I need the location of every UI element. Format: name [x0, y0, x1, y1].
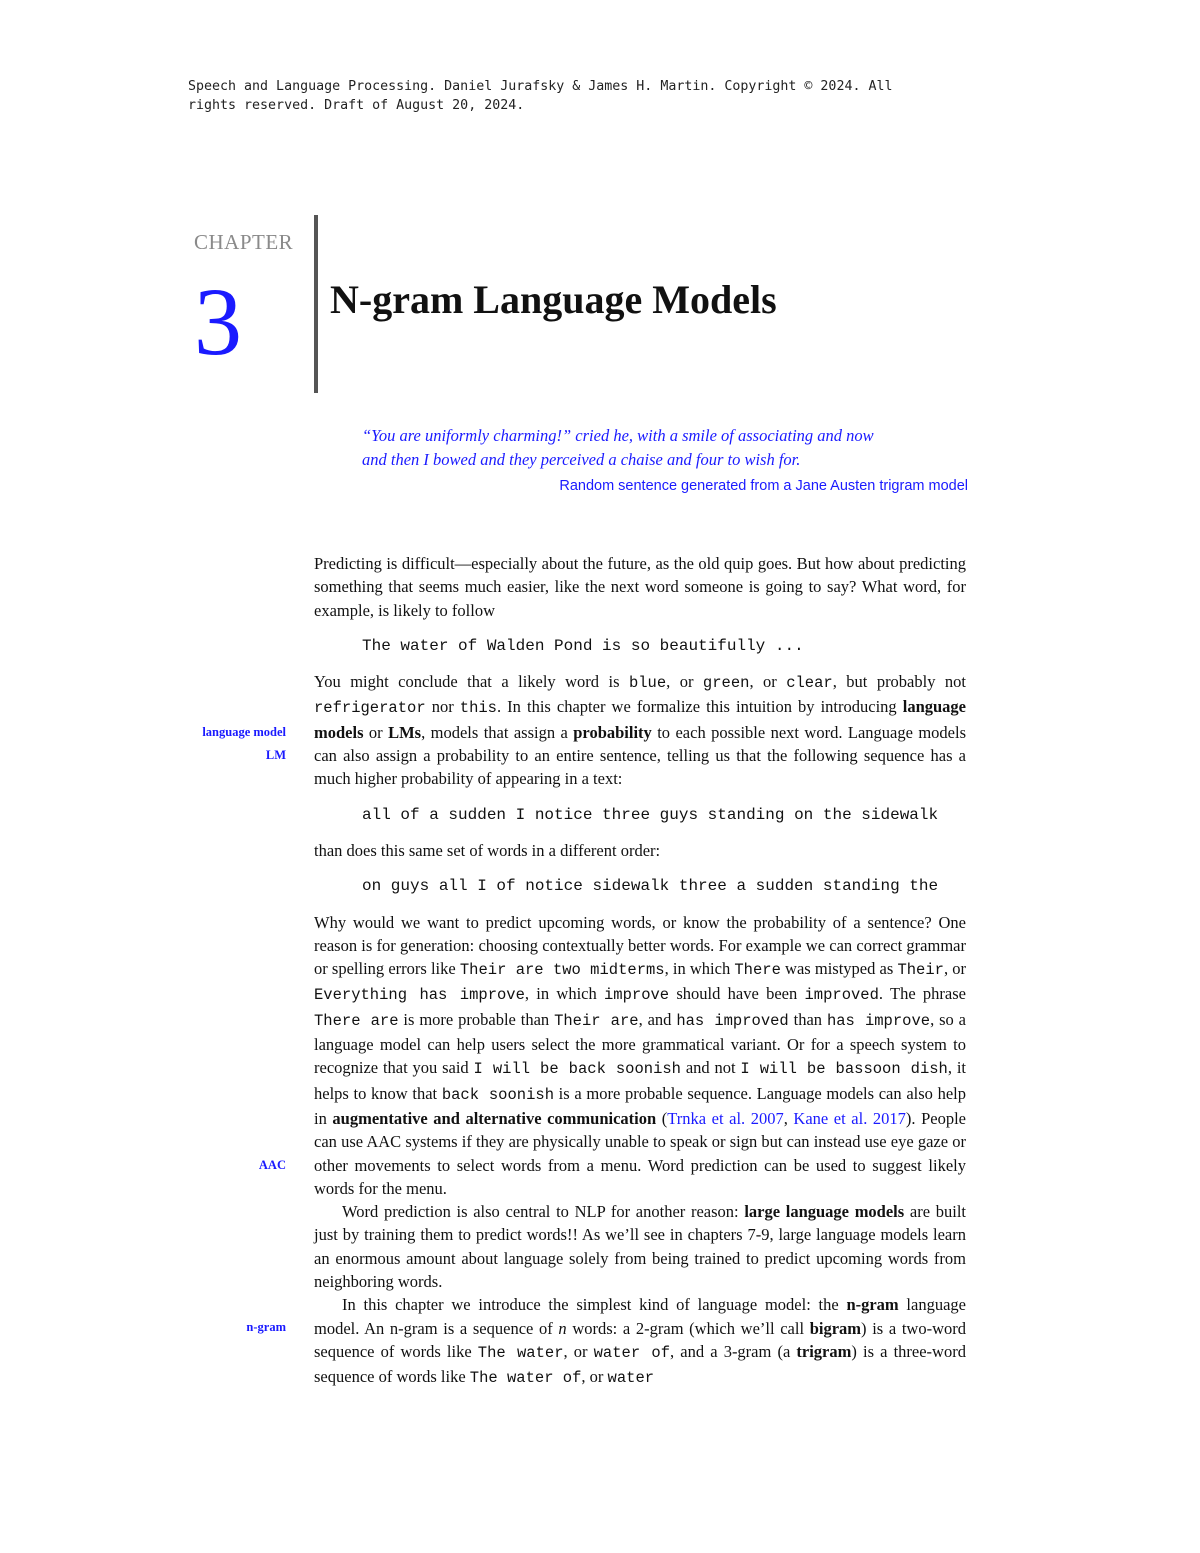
term-large-language-models: large language models — [744, 1202, 905, 1222]
paragraph-1: Predicting is difficult—especially about the future, as the old quip goes. But how about predicting something that seems much easier, like the next word someone is going to say? What word, for example, is likely to follow — [314, 554, 966, 620]
paragraph-4: Why would we want to predict upcoming words, or know the probability of a sentence? One reason is for generation: choosing contextually better words. For example we can correct grammar or spelling errors like Their are two midterms, in which There was mistyped as Their, or Everything has improve, in which improve should have been improved. The phrase There are is more probable than Their are, and has improved than has improve, so a language model can help users select the more grammatical variant. Or for a speech system to recognize that you said I will be back soonish and not I will be bassoon dish, it helps to know that back soonish is a more probable sequence. Language models can also help in augmentative and alternative communication (Trnka et al. 2007, Kane et al. 2017). People can use AAC systems if they are physically unable to speak or sign but can instead use eye gaze or other movements to select words from a menu. Word prediction can be used to suggest likely words for the menu. — [314, 912, 966, 1198]
paragraph-5: Word prediction is also central to NLP for another reason: large language models are built just by training them to predict words!! As we’ll see in chapters 7-9, large language models learn an enormous amount about language solely from being trained to predict upcoming words from neighboring words. — [314, 1202, 966, 1292]
term-probability: probability — [573, 722, 652, 742]
header-line-2: rights reserved. Draft of August 20, 2024. — [188, 98, 525, 113]
term-aac: augmentative and alternative communication — [332, 1108, 657, 1128]
chapter-number: 3 — [194, 268, 242, 375]
term-trigram: trigram — [796, 1341, 852, 1361]
citation-kane[interactable]: Kane et al. 2017 — [793, 1108, 906, 1128]
term-bigram: bigram — [809, 1318, 862, 1338]
body-text — [314, 552, 966, 1391]
example-scrambled: on guys all I of notice sidewalk three a sudden standing the — [362, 877, 939, 896]
paragraph-6: In this chapter we introduce the simplest kind of language model: the n-gram language model. An n-gram is a sequence of n words: a 2-gram (which we’ll call bigram) is a two-word sequence of words like The water, or water of, and a 3-gram (a trigram) is a three-word sequence of words like The water of, or water — [314, 1295, 966, 1388]
term-language-models: language models — [314, 697, 966, 742]
margin-note-lm: LM — [265, 748, 286, 762]
chapter-divider — [314, 215, 318, 393]
example-sidewalk: all of a sudden I notice three guys standing on the sidewalk — [362, 805, 939, 824]
citation-trnka[interactable]: Trnka et al. 2007 — [667, 1108, 784, 1128]
page-header — [188, 77, 968, 115]
epigraph-quote-line-1: “You are uniformly charming!” cried he, with a smile of associating and now — [362, 426, 874, 445]
margin-note-language-model: language model — [202, 725, 286, 739]
paragraph-2: You might conclude that a likely word is blue, or green, or clear, but probably not refrigerator nor this. In this chapter we formalize this intuition by introducing language models or LMs, models that assign a probability to each possible next word. Language models can also assign a probability to an entire sentence, telling us that the following sequence has a much higher probability of appearing in a text: — [314, 672, 966, 789]
chapter-label: CHAPTER — [194, 230, 294, 254]
epigraph — [362, 424, 968, 498]
term-ngram: n-gram — [846, 1295, 899, 1315]
margin-note-aac: AAC — [258, 1158, 286, 1172]
margin-note-ngram: n-gram — [246, 1320, 286, 1334]
epigraph-attribution: Random sentence generated from a Jane Austen trigram model — [559, 478, 968, 494]
header-line-1: Speech and Language Processing. Daniel Jurafsky & James H. Martin. Copyright © 2024. All — [188, 79, 893, 94]
term-lms: LMs — [388, 722, 422, 742]
paragraph-3: than does this same set of words in a different order: — [314, 840, 661, 860]
example-walden: The water of Walden Pond is so beautifully ... — [362, 636, 804, 655]
chapter-title: N-gram Language Models — [330, 277, 777, 322]
epigraph-quote-line-2: and then I bowed and they perceived a chaise and four to wish for. — [362, 450, 801, 469]
